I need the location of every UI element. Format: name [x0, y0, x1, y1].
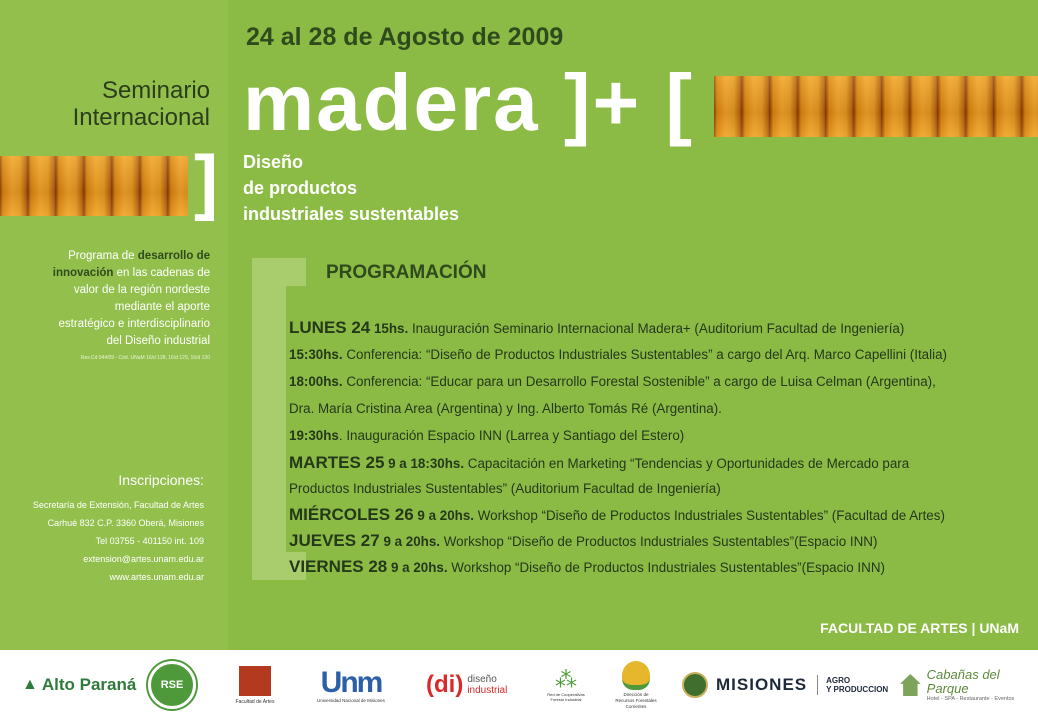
program-row — [289, 476, 1029, 502]
cabanas-subtitle: Hotel - SPA - Restaurante - Eventos — [926, 696, 1015, 702]
dir-line-1: Dirección de — [623, 691, 649, 697]
program-row — [289, 368, 1029, 395]
cabanas-parque-logo — [900, 650, 1038, 720]
resolution-note: Res.Cd 044/09 - Cód. UNaM 16/d 128, 16/d 129, 16/d 130 — [80, 355, 210, 361]
alto-parana-logo — [22, 650, 136, 720]
program-time: 15hs. — [370, 321, 409, 336]
program-day: VIERNES 28 — [289, 557, 388, 576]
registration-line: Carhué 832 C.P. 3360 Oberá, Misiones — [47, 518, 204, 528]
alto-parana-name: Alto Paraná — [41, 675, 137, 694]
facultad-artes-emblem-icon — [239, 666, 271, 696]
di-line-2: industrial — [467, 685, 508, 696]
unam-name: Universidad Nacional de Misiones — [317, 697, 385, 703]
program-row — [289, 528, 1029, 554]
program-day: LUNES 24 — [289, 318, 371, 337]
program-time: 9 a 20hs. — [379, 534, 441, 549]
program-time: 15:30hs. — [289, 347, 343, 362]
intro-text: valor de la región nordeste — [73, 284, 210, 296]
unam-logo — [310, 650, 392, 720]
intro-text: Programa de — [68, 250, 138, 262]
misiones-logo — [682, 650, 888, 720]
program-row — [289, 341, 1029, 368]
registration-email-link[interactable]: extension@artes.unam.edu.ar — [83, 554, 204, 564]
seminar-label — [0, 77, 210, 131]
program-text: Conferencia: “Educar para un Desarrollo Forestal Sostenible” a cargo de Luisa Celman (Argentina), — [342, 374, 936, 389]
sponsor-logo-bar — [0, 650, 1038, 720]
program-text: Workshop “Diseño de Productos Industriales Sustentables”(Espacio INN) — [447, 560, 885, 575]
province-seal-icon — [682, 672, 708, 698]
registration-title: Inscripciones: — [118, 472, 204, 488]
seminar-line-2: Internacional — [72, 104, 210, 131]
pine-tree-icon: ▲ — [22, 676, 38, 693]
program-text: Workshop “Diseño de Productos Industriales Sustentables” (Facultad de Artes) — [474, 508, 945, 523]
di-mark: (di) — [426, 671, 464, 698]
program-time: 9 a 18:30hs. — [384, 456, 465, 471]
program-intro — [18, 248, 210, 350]
wood-strip-right — [714, 76, 1038, 137]
program-text: Productos Industriales Sustentables” (Auditorium Facultad de Ingeniería) — [289, 481, 721, 496]
program-row — [289, 502, 1029, 528]
dir-line-3: Corrientes — [625, 703, 647, 709]
program-time: 9 a 20hs. — [387, 560, 448, 575]
program-text: Dra. María Cristina Area (Argentina) y Ing. Alberto Tomás Ré (Argentina). — [289, 401, 722, 416]
registration-line: Tel 03755 - 401150 int. 109 — [95, 536, 204, 546]
subtitle-line-3: industriales sustentables — [243, 204, 460, 224]
rse-seal-icon: RSE — [148, 661, 196, 709]
registration-info — [18, 472, 204, 586]
program-title: PROGRAMACIÓN — [326, 262, 487, 283]
program-list — [289, 314, 1029, 580]
registration-line: Secretaría de Extensión, Facultad de Artes — [32, 500, 204, 510]
program-row — [289, 449, 1029, 476]
program-time: 18:00hs. — [289, 374, 343, 389]
rse-logo — [148, 650, 196, 720]
recursos-forestales-logo — [608, 650, 664, 720]
facultad-artes-name: Facultad de Artes — [235, 698, 275, 705]
event-date: 24 al 28 de Agosto de 2009 — [246, 23, 564, 51]
program-text: Workshop “Diseño de Productos Industriales Sustentables”(Espacio INN) — [440, 534, 878, 549]
misiones-name: MISIONES — [716, 675, 818, 695]
agro-line-2: Y PRODUCCION — [826, 685, 889, 694]
program-day: JUEVES 27 — [289, 531, 380, 550]
subtitle — [243, 149, 459, 227]
subtitle-line-1: Diseño — [243, 152, 304, 172]
intro-text: en las cadenas de — [113, 267, 210, 279]
program-text: Inauguración Seminario Internacional Madera+ (Auditorium Facultad de Ingeniería) — [408, 321, 905, 336]
red-cooperativas-name: Red de Cooperativas Foresto Industrial — [547, 692, 585, 702]
red-cooperativas-logo — [540, 650, 592, 720]
program-row — [289, 314, 1029, 341]
left-bracket-decoration: ] — [194, 142, 218, 222]
facultad-artes-logo — [230, 650, 280, 720]
program-row — [289, 422, 1029, 449]
wood-strip-left — [0, 156, 188, 216]
intro-highlight: desarrollo de — [137, 250, 210, 262]
intro-text: del Diseño industrial — [106, 335, 210, 347]
subtitle-line-2: de productos — [243, 178, 358, 198]
network-nodes-icon: ⁂ — [555, 667, 577, 692]
main-title: madera ]+ [ — [243, 58, 695, 147]
seminar-line-1: Seminario — [101, 77, 210, 104]
cabanas-name: Cabañas del Parque — [926, 667, 1000, 696]
program-time: 9 a 20hs. — [413, 508, 475, 523]
faculty-footer: FACULTAD DE ARTES | UNaM — [820, 620, 1019, 636]
registration-website-link[interactable]: www.artes.unam.edu.ar — [109, 572, 204, 582]
program-day: MIÉRCOLES 26 — [289, 505, 414, 524]
program-day: MARTES 25 — [289, 453, 385, 472]
program-row — [289, 395, 1029, 422]
forest-emblem-icon — [622, 661, 650, 690]
diseno-industrial-logo — [426, 650, 507, 720]
intro-text: estratégico e interdisciplinario — [58, 318, 210, 330]
agro-line-1: AGRO — [826, 676, 851, 685]
intro-highlight: innovación — [52, 267, 114, 279]
program-row — [289, 554, 1029, 580]
program-text: Conferencia: “Diseño de Productos Industriales Sustentables” a cargo del Arq. Marco Capellini (Italia) — [342, 347, 947, 362]
dir-line-2: Recursos Forestales — [615, 697, 657, 703]
program-text: . Inauguración Espacio INN (Larrea y Santiago del Estero) — [338, 428, 685, 443]
program-text: Capacitación en Marketing “Tendencias y Oportunidades de Mercado para — [464, 456, 910, 471]
house-icon — [900, 674, 921, 696]
di-line-1: diseño — [467, 674, 497, 685]
program-time: 19:30hs — [289, 428, 339, 443]
unam-mark: Unm — [320, 665, 382, 699]
intro-text: mediante el aporte — [114, 301, 210, 313]
